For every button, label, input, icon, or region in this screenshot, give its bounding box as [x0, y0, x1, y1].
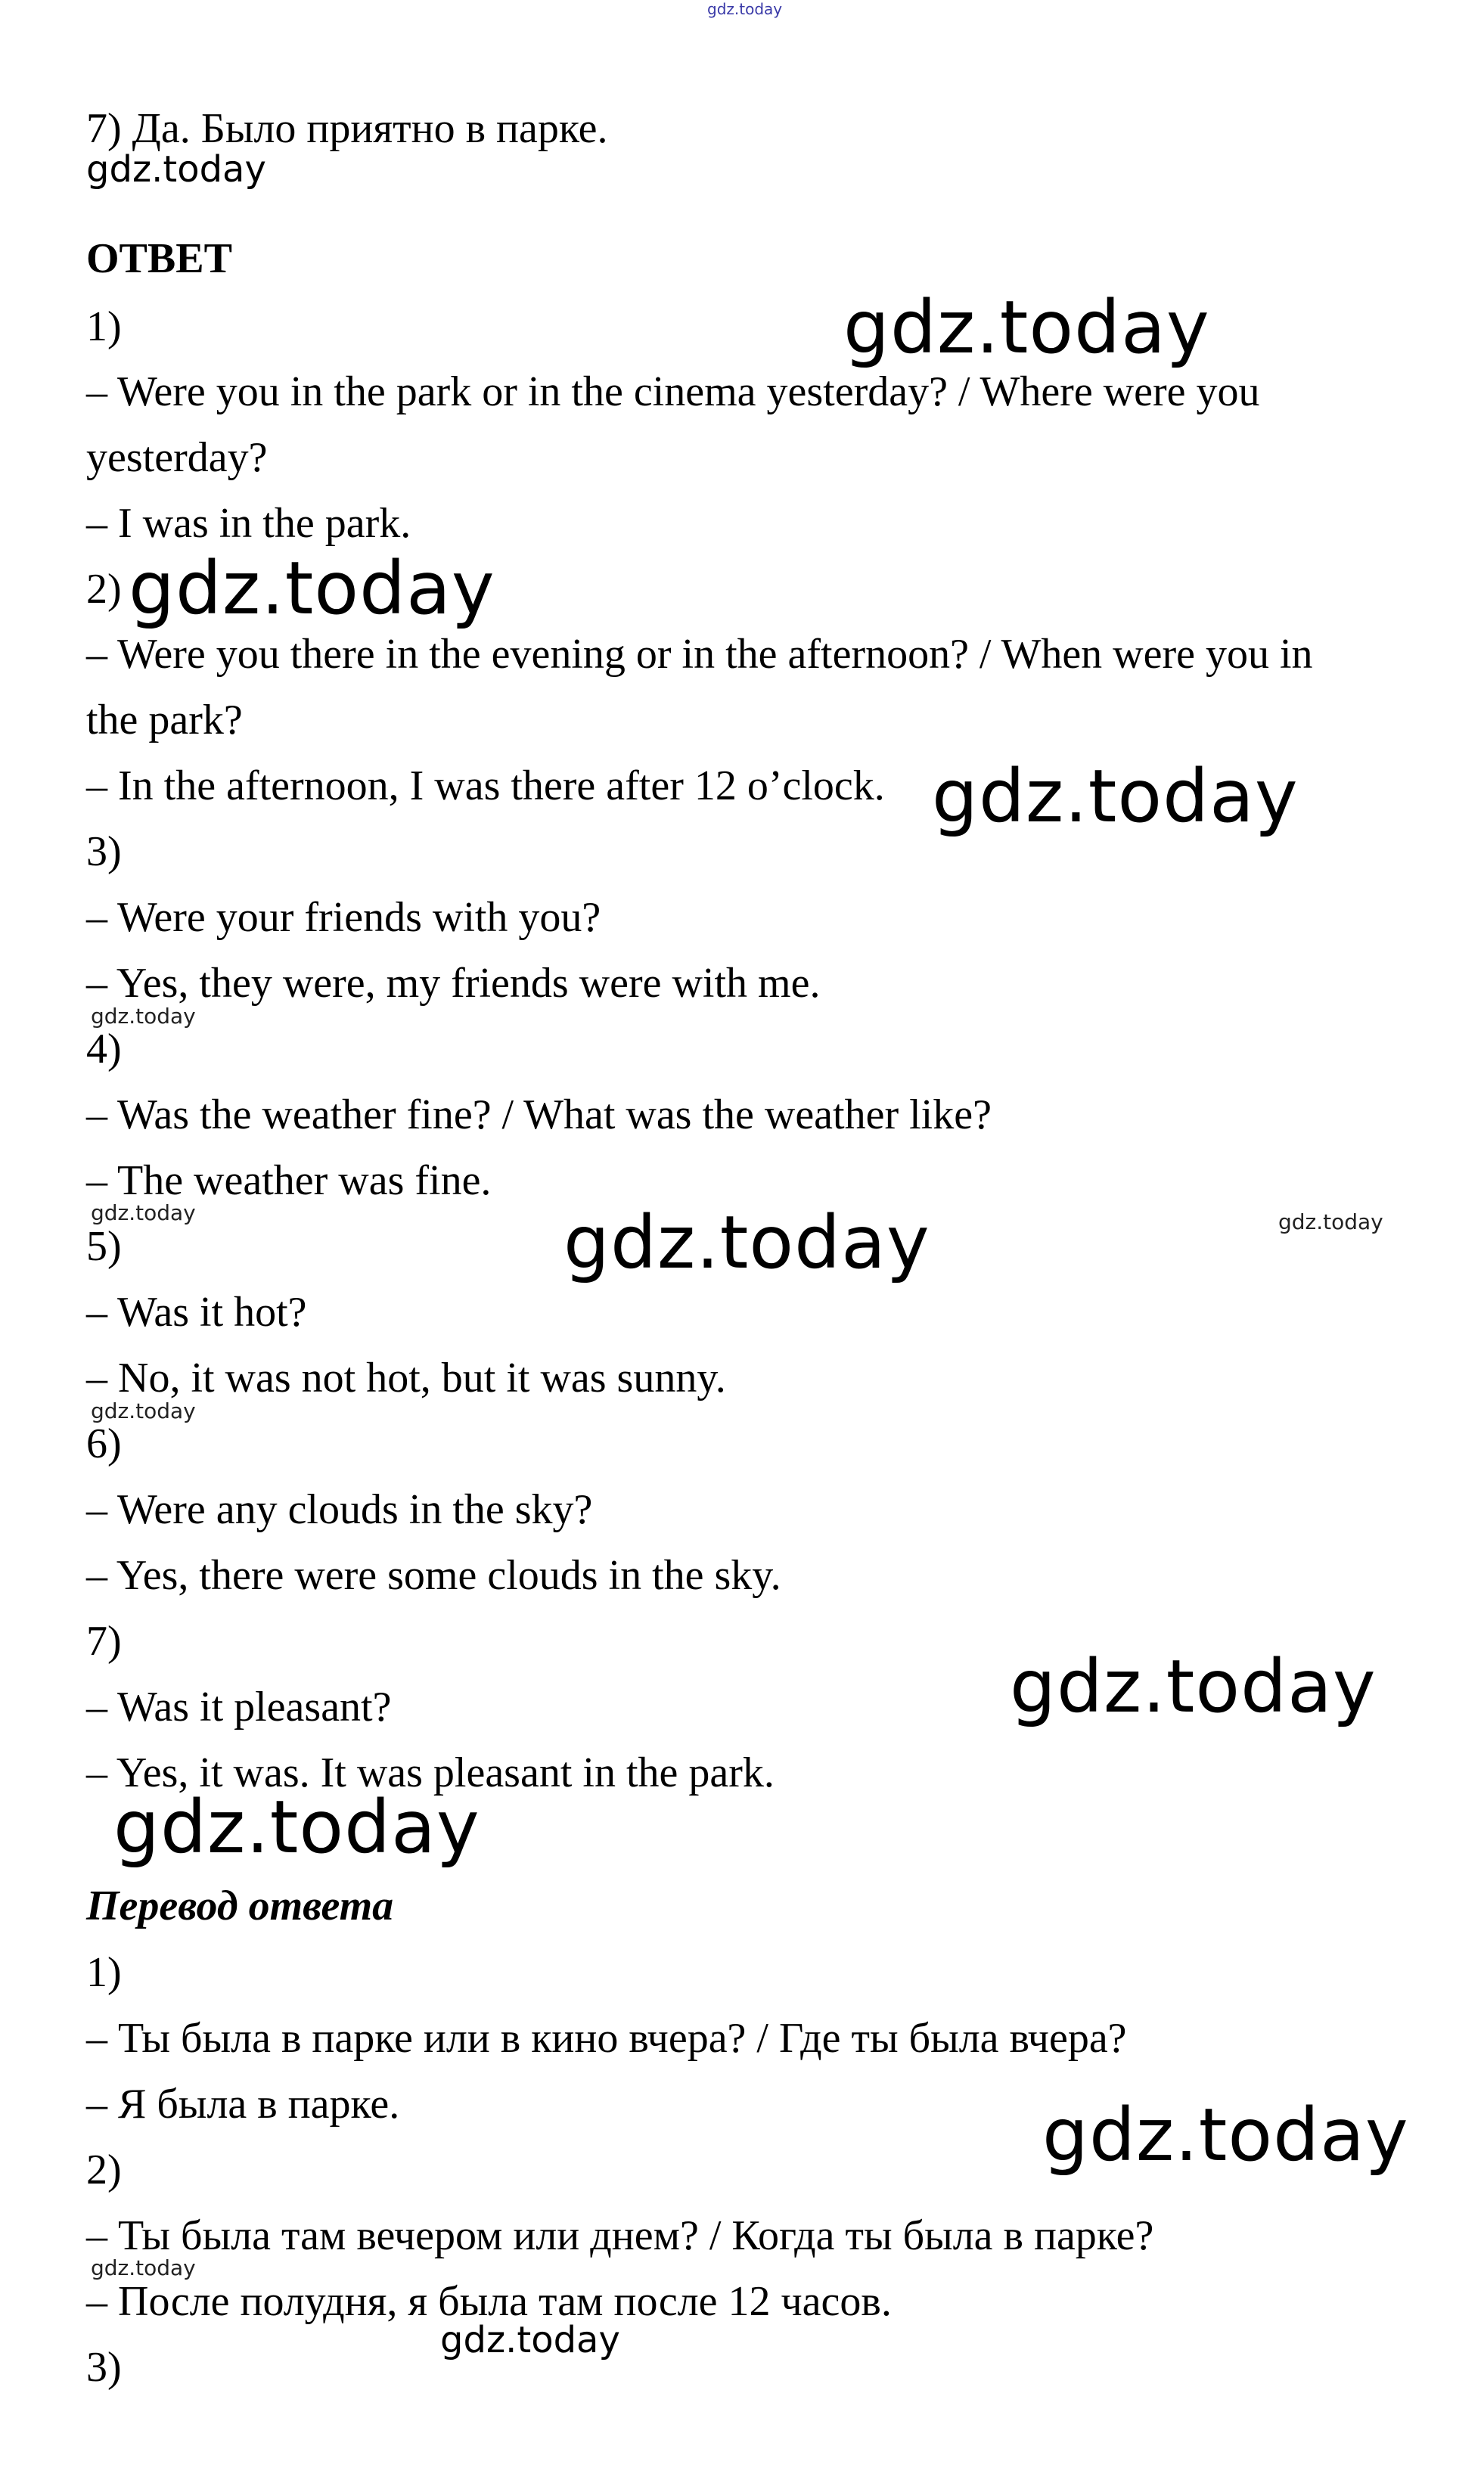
watermark: gdz.today — [91, 1200, 196, 1225]
watermark-top: gdz.today — [707, 0, 783, 18]
watermark: gdz.today — [1278, 1209, 1383, 1234]
item-number: 1) — [86, 1949, 122, 1996]
text-line: yesterday? — [86, 434, 268, 481]
text-line: – I was in the park. — [86, 500, 411, 547]
text-line: – Was the weather fine? / What was the weather like? — [86, 1091, 992, 1138]
watermark: gdz.today — [843, 285, 1210, 370]
item-number: 5) — [86, 1223, 122, 1270]
item-number: 1) — [86, 303, 122, 350]
item-number: 6) — [86, 1420, 122, 1467]
item-number: 7) — [86, 1618, 122, 1665]
translation-heading: Перевод ответа — [86, 1883, 394, 1929]
text-line: – The weather was fine. — [86, 1157, 492, 1204]
text-line: 7) Да. Было приятно в парке. — [86, 105, 608, 152]
text-line: – Were you there in the evening or in the afternoon? / When were you in — [86, 631, 1313, 678]
item-number: 2) — [86, 2146, 122, 2193]
text-line: – Were you in the park or in the cinema yesterday? / Where were you — [86, 368, 1260, 415]
text-line: – Я была в парке. — [86, 2081, 400, 2128]
item-number: 3) — [86, 2344, 122, 2391]
text-line: – Yes, they were, my friends were with me. — [86, 960, 821, 1007]
watermark: gdz.today — [1010, 1644, 1377, 1729]
watermark: gdz.today — [91, 2255, 196, 2280]
watermark: gdz.today — [1042, 2093, 1409, 2177]
text-line: – Ты была там вечером или днем? / Когда ты была в парке? — [86, 2212, 1154, 2259]
text-line: – Yes, it was. It was pleasant in the park. — [86, 1749, 775, 1796]
text-line: – После полудня, я была там после 12 часов. — [86, 2278, 892, 2325]
watermark: gdz.today — [113, 1785, 480, 1870]
text-line: the park? — [86, 697, 243, 743]
text-line: – Ты была в парке или в кино вчера? / Где ты была вчера? — [86, 2015, 1127, 2062]
watermark: gdz.today — [563, 1200, 930, 1285]
item-number: 4) — [86, 1026, 122, 1072]
text-line: – Was it pleasant? — [86, 1684, 392, 1730]
watermark: gdz.today — [440, 2319, 620, 2361]
text-line: – Yes, there were some clouds in the sky. — [86, 1552, 781, 1599]
watermark: gdz.today — [91, 1398, 196, 1423]
watermark: gdz.today — [91, 1004, 196, 1029]
watermark: gdz.today — [86, 148, 266, 191]
text-line: – No, it was not hot, but it was sunny. — [86, 1355, 726, 1401]
watermark: gdz.today — [932, 754, 1299, 839]
answer-heading: ОТВЕТ — [86, 235, 232, 282]
text-line: – Were your friends with you? — [86, 894, 601, 941]
item-number: 3) — [86, 828, 122, 875]
watermark: gdz.today — [129, 546, 495, 631]
text-line: – Were any clouds in the sky? — [86, 1486, 593, 1533]
text-line: – In the afternoon, I was there after 12 o’clock. — [86, 762, 885, 809]
text-line: – Was it hot? — [86, 1289, 307, 1336]
item-number: 2) — [86, 566, 122, 613]
